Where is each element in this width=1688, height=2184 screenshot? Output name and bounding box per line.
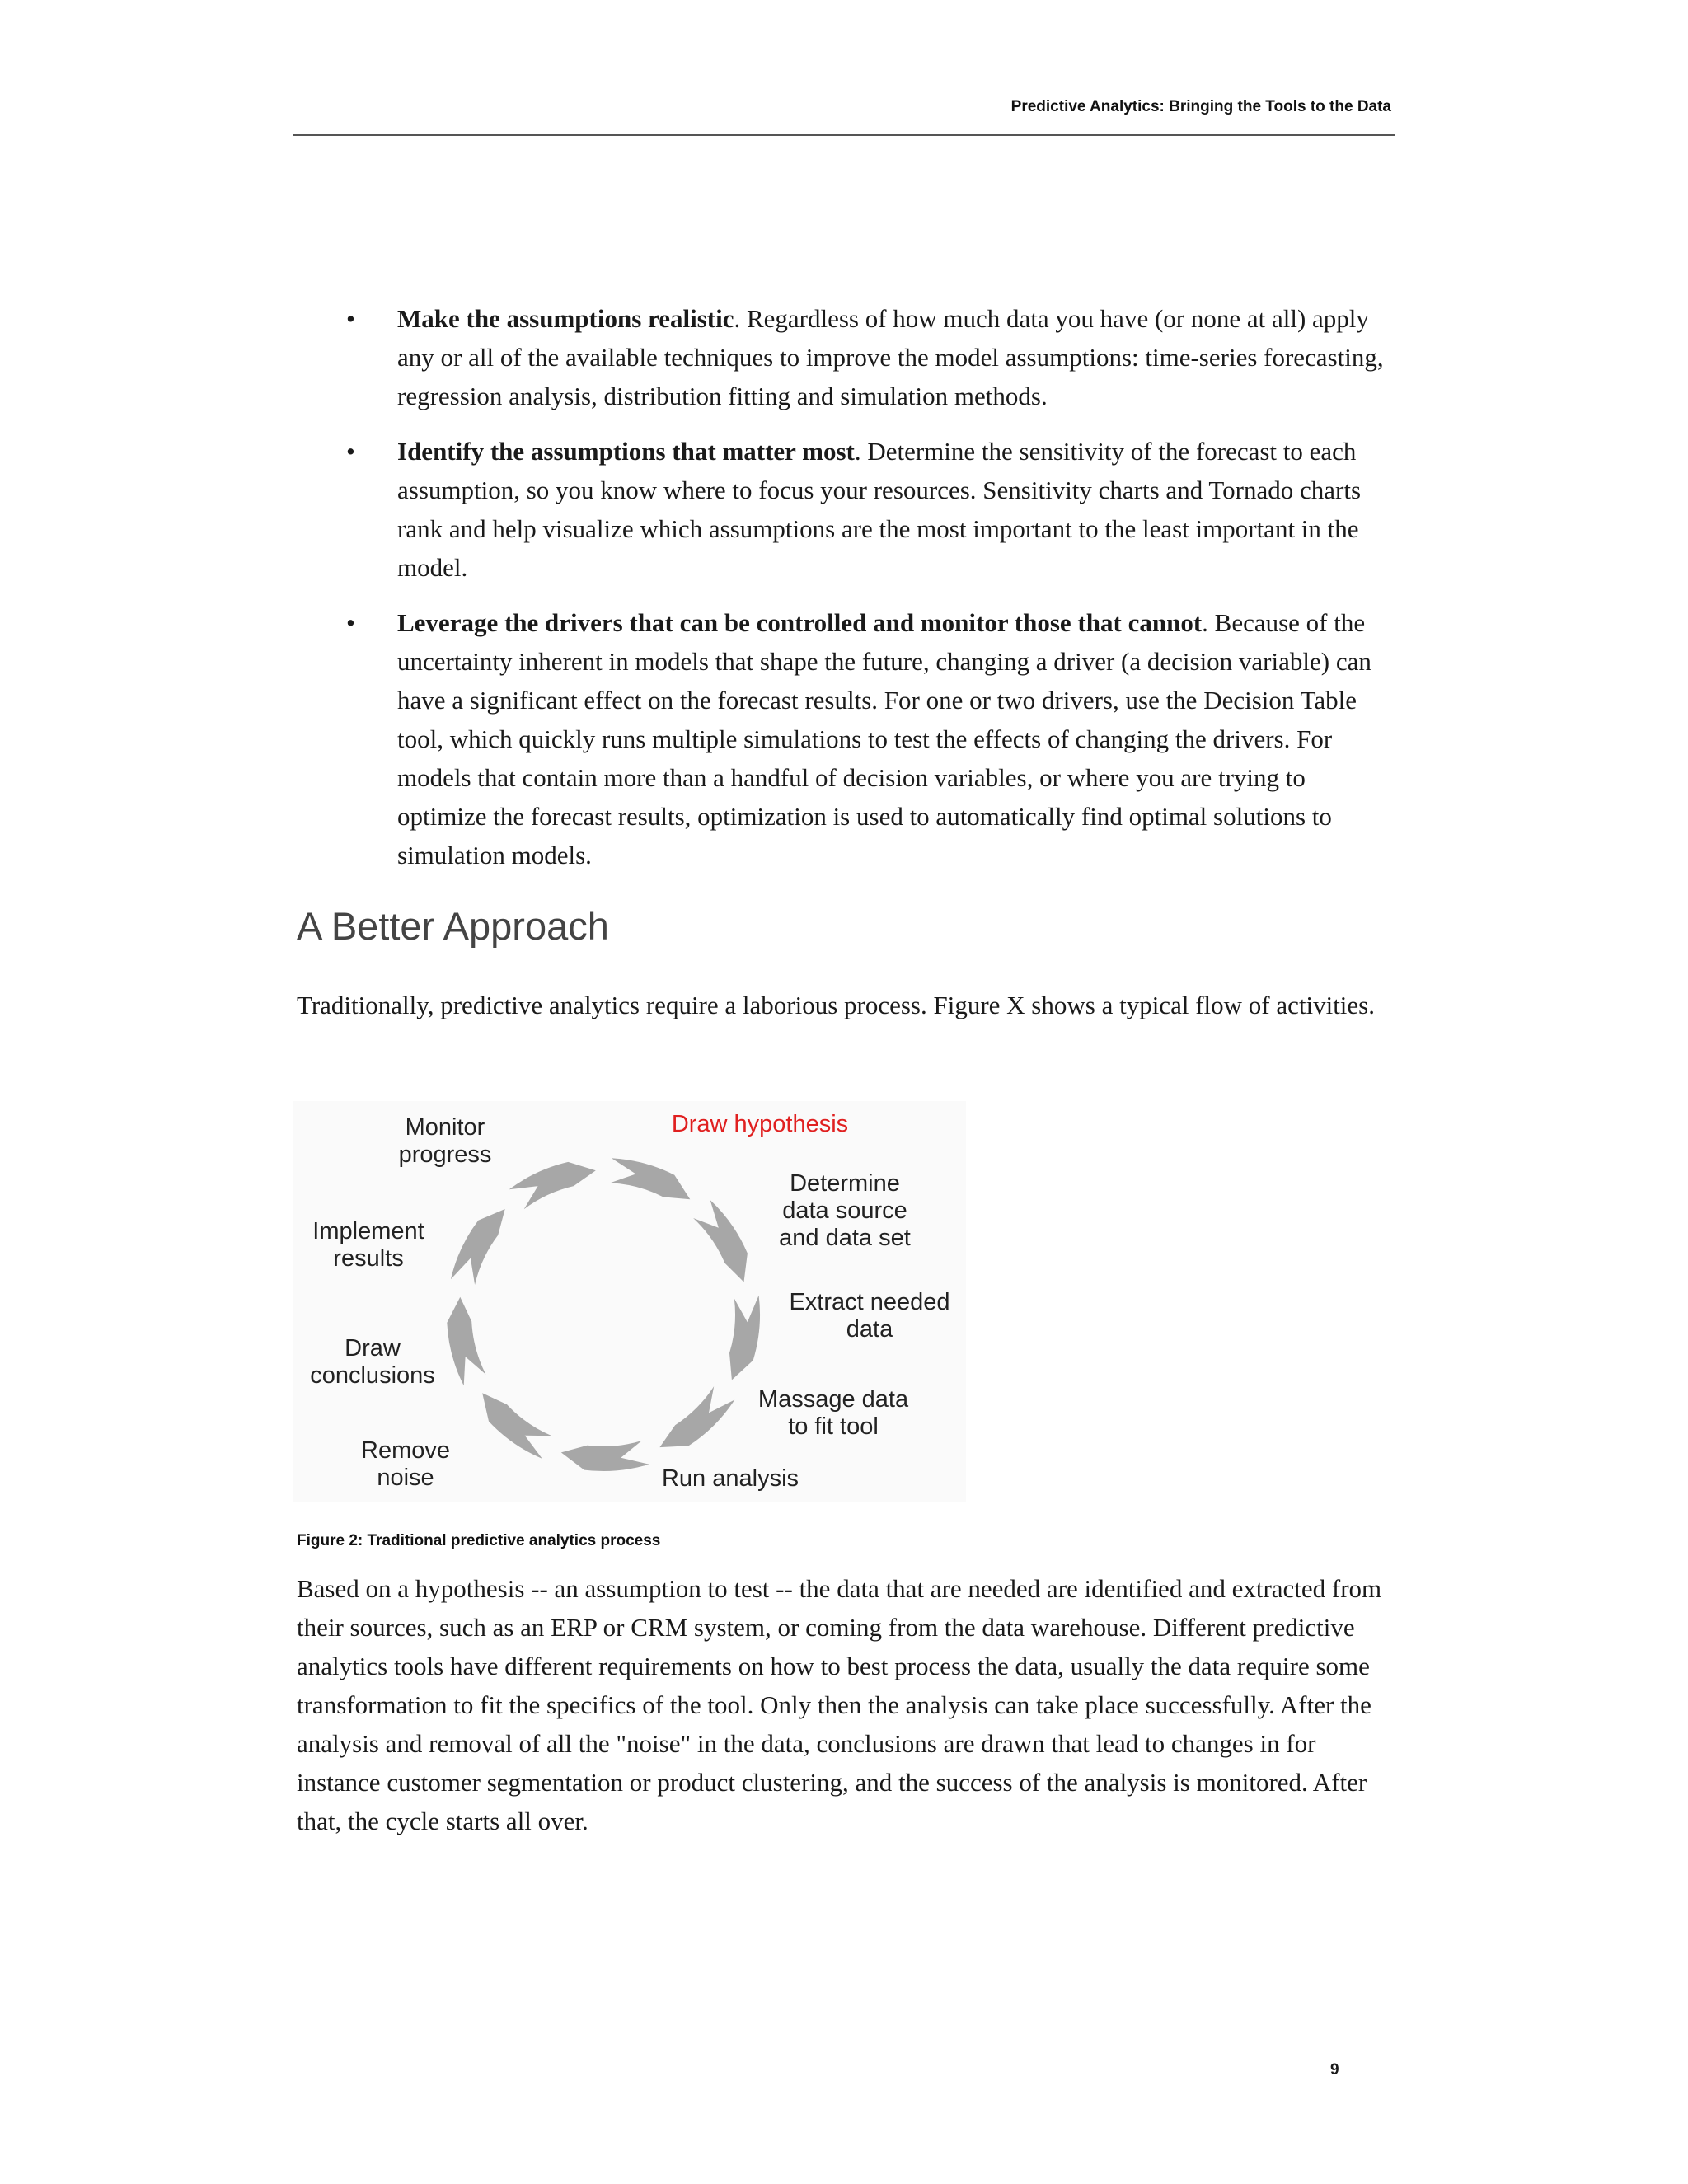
label-draw-conclusions: Draw conclusions (310, 1335, 435, 1389)
label-implement-results: Implement results (312, 1218, 424, 1272)
cycle-arrow-icon (610, 1158, 690, 1199)
bullet-item (346, 432, 1397, 587)
cycle-arrows (447, 1158, 760, 1471)
cycle-arrow-icon (482, 1393, 551, 1459)
label-remove-noise: Remove noise (361, 1437, 450, 1491)
cycle-arrow-icon (659, 1386, 734, 1447)
cycle-arrow-icon (509, 1162, 596, 1209)
header-divider (293, 134, 1395, 136)
cycle-arrow-icon (729, 1296, 760, 1380)
bullet-heading: Make the assumptions realistic (397, 304, 734, 333)
running-header: Predictive Analytics: Bringing the Tools to the Data (1010, 98, 1391, 115)
label-draw-hypothesis: Draw hypothesis (671, 1111, 849, 1137)
figure-caption: Figure 2: Traditional predictive analytics process (297, 1532, 661, 1549)
bullet-heading: Identify the assumptions that matter most (397, 437, 855, 466)
bullet-heading: Leverage the drivers that can be controlled and monitor those that cannot (397, 608, 1203, 637)
label-massage-data: Massage data to fit tool (757, 1386, 909, 1440)
assumption-bullet-list (346, 299, 1397, 891)
intro-paragraph: Traditionally, predictive analytics require a laborious process. Figure X shows a typical flow of activities. (297, 991, 1375, 1019)
bullet-marker: • (346, 608, 355, 637)
body-paragraph: Based on a hypothesis -- an assumption to test -- the data that are needed are identified and extracted from their sources, such as an ERP or CRM system, or coming from the data warehouse. Different predictive analytics tools have different requirements on how to best process the data, usually the data require some transformation to fit the specifics of the tool. Only then the analysis can take place successfully. After the analysis and removal of all the "noise" in the data, conclusions are drawn that lead to changes in for instance customer segmentation or product clustering, and the success of the analysis is monitored. After that, the cycle starts all over. (297, 1574, 1382, 1835)
cycle-arrow-icon (451, 1209, 505, 1285)
bullet-item (346, 603, 1397, 874)
page-number: 9 (1330, 2061, 1339, 2079)
label-extract-data: Extract needed data (789, 1289, 950, 1343)
bullet-item (346, 299, 1397, 415)
bullet-text: . Because of the uncertainty inherent in models that shape the future, changing a driver (a decision variable) can have a significant effect on the forecast results. For one or two drivers, use the Decision Table tool, which quickly runs multiple simulations to test the effects of changing the drivers. For models that contain more than a handful of decision variables, or where you are trying to optimize the forecast results, optimization is used to automatically find optimal solutions to simulation models. (397, 608, 1372, 869)
cycle-arrow-icon (447, 1297, 485, 1386)
label-monitor-progress: Monitor progress (398, 1114, 492, 1168)
label-determine-data: Determine data source and data set (779, 1170, 911, 1251)
label-run-analysis: Run analysis (661, 1465, 799, 1492)
section-heading: A Better Approach (297, 904, 609, 948)
bullet-marker: • (346, 304, 355, 333)
bullet-text: . Regardless of how much data you have (or none at all) apply any or all of the available techniques to improve the model assumptions: time-series forecasting, regression analysis, distribution fitting and simulation methods. (397, 304, 1384, 410)
bullet-text: . Determine the sensitivity of the forecast to each assumption, so you know where to focus your resources. Sensitivity charts and Tornado charts rank and help visualize which assumptions are the most important to the least important in the model. (397, 437, 1362, 582)
bullet-marker: • (346, 437, 355, 466)
cycle-arrow-icon (693, 1200, 748, 1282)
process-cycle-figure (293, 1101, 966, 1502)
